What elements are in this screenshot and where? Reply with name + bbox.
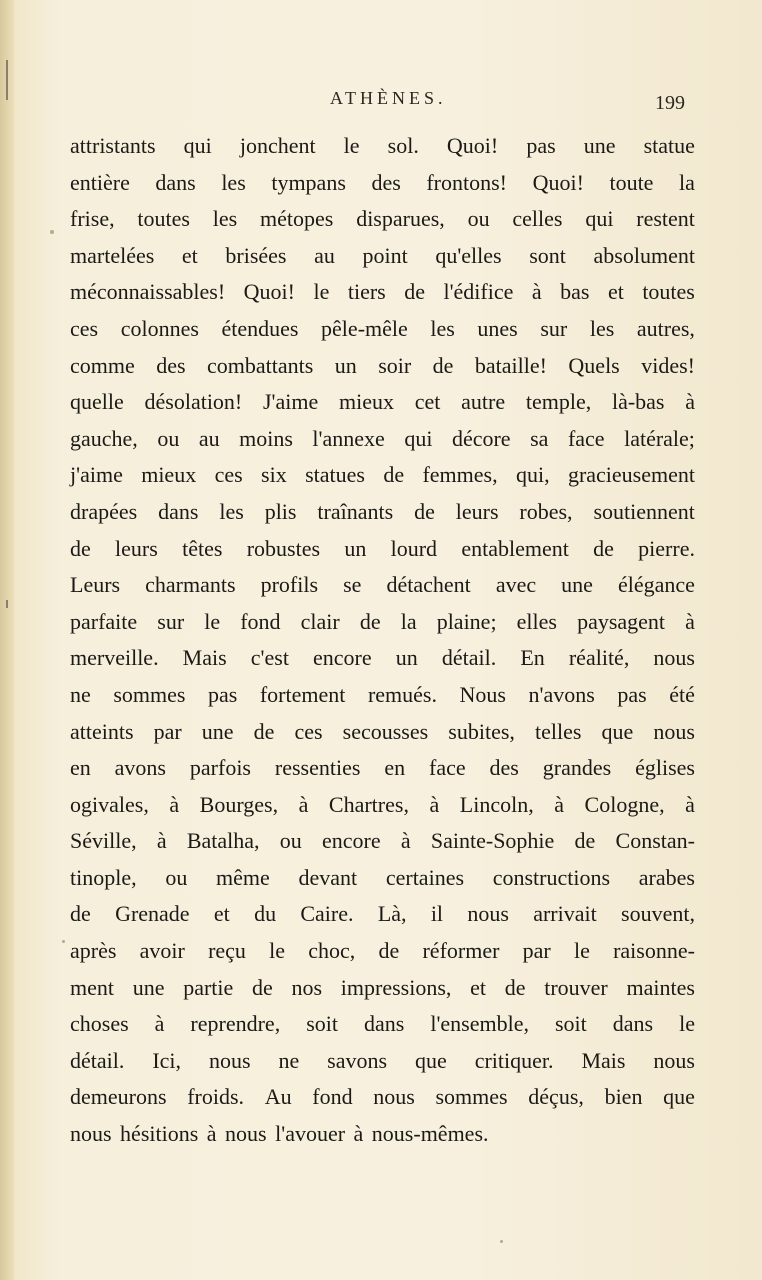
text-line: ces colonnes étendues pêle-mêle les unes sur les autres,: [70, 315, 695, 341]
text-line: ne sommes pas fortement remués. Nous n'avons pas été: [70, 681, 695, 707]
page-header: [0, 88, 762, 118]
text-line: demeurons froids. Au fond nous sommes déçus, bien que: [70, 1084, 695, 1110]
text-line: nous hésitions à nous l'avouer à nous-mêmes.: [70, 1121, 489, 1147]
text-line: attristants qui jonchent le sol. Quoi! pas une statue: [70, 133, 695, 158]
text-line: tinople, ou même devant certaines constructions arabes: [70, 864, 695, 890]
paper-speck: [500, 1240, 503, 1243]
text-line: de leurs têtes robustes un lourd entablement de pierre.: [70, 535, 695, 561]
text-line: Séville, à Batalha, ou encore à Sainte-Sophie de Constan-: [70, 828, 695, 854]
text-line: entière dans les tympans des frontons! Quoi! toute la: [70, 169, 695, 195]
text-line: ogivales, à Bourges, à Chartres, à Lincoln, à Cologne, à: [70, 791, 695, 817]
text-line: merveille. Mais c'est encore un détail. En réalité, nous: [70, 645, 695, 671]
text-line: comme des combattants un soir de bataille! Quels vides!: [70, 352, 695, 378]
text-line: choses à reprendre, soit dans l'ensemble, soit dans le: [70, 1011, 695, 1037]
text-line: atteints par une de ces secousses subites, telles que nous: [70, 718, 695, 744]
text-line: drapées dans les plis traînants de leurs robes, soutiennent: [70, 498, 695, 524]
binding-mark: [6, 600, 8, 608]
text-line: en avons parfois ressenties en face des grandes églises: [70, 755, 695, 781]
text-line: méconnaissables! Quoi! le tiers de l'édifice à bas et toutes: [70, 279, 695, 305]
text-line: ment une partie de nos impressions, et de trouver maintes: [70, 974, 695, 1000]
text-line: frise, toutes les métopes disparues, ou celles qui restent: [70, 206, 695, 232]
text-line: Leurs charmants profils se détachent avec une élégance: [70, 572, 695, 598]
text-line: quelle désolation! J'aime mieux cet autre temple, là-bas à: [70, 389, 695, 415]
paper-speck: [50, 230, 54, 234]
page-number: 199: [655, 92, 685, 114]
text-line: de Grenade et du Caire. Là, il nous arrivait souvent,: [70, 901, 695, 927]
text-line: détail. Ici, nous ne savons que critiquer. Mais nous: [70, 1047, 695, 1073]
running-head: ATHÈNES.: [330, 88, 447, 108]
page-binding-edge: [0, 0, 14, 1280]
text-line: parfaite sur le fond clair de la plaine; elles paysagent à: [70, 608, 695, 634]
text-line: gauche, ou au moins l'annexe qui décore sa face latérale;: [70, 425, 695, 451]
text-line: martelées et brisées au point qu'elles sont absolument: [70, 242, 695, 268]
paper-speck: [62, 940, 65, 943]
text-line: j'aime mieux ces six statues de femmes, qui, gracieusement: [70, 462, 695, 488]
body-text: [70, 128, 695, 1153]
text-line: après avoir reçu le choc, de réformer par le raisonne-: [70, 938, 695, 964]
